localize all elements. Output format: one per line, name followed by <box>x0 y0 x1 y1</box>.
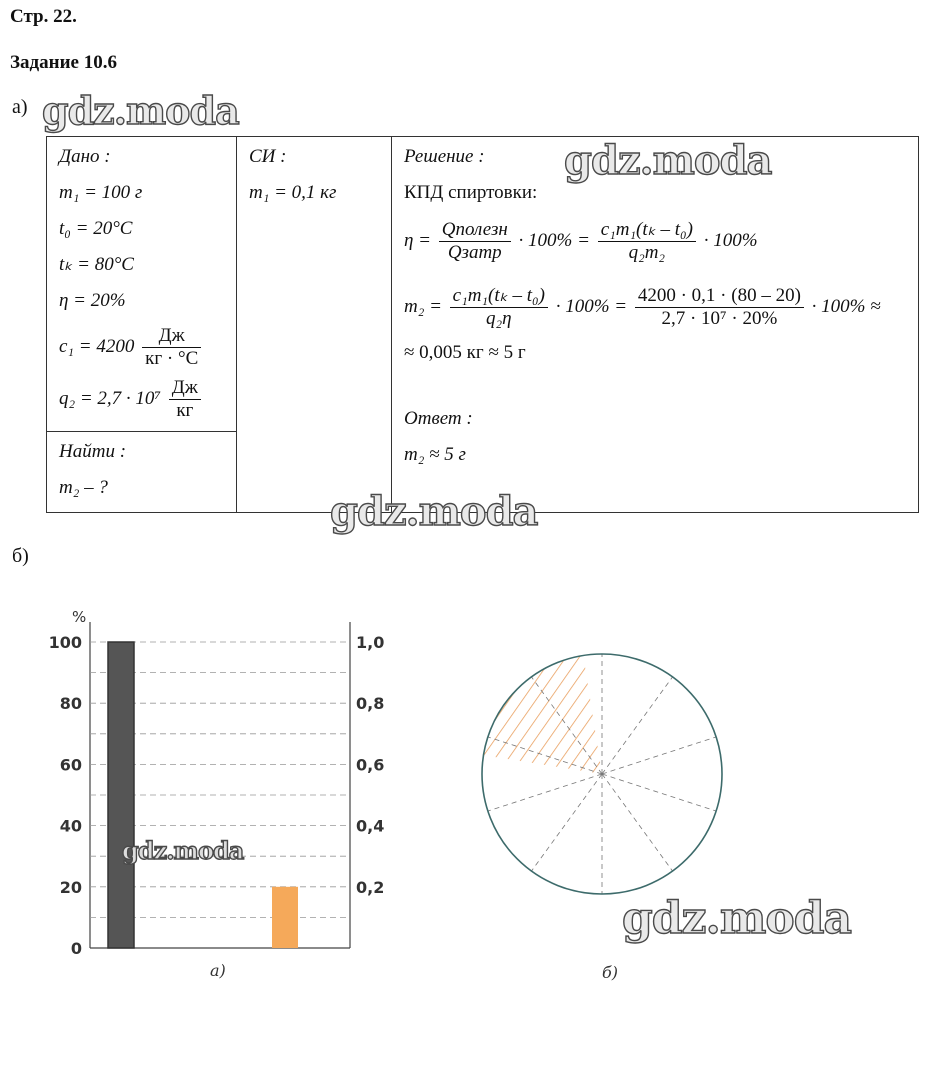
given-c1-left: c₁ = 4200 <box>59 336 135 357</box>
find-cell <box>47 432 237 513</box>
si-header: СИ : <box>249 146 287 167</box>
given-c1-unit <box>142 325 201 370</box>
eq1-d1: Qзатр <box>447 242 502 264</box>
watermark: gdz.moda <box>122 836 244 865</box>
bar-chart <box>20 590 400 990</box>
solution-cell <box>392 137 919 513</box>
bar-useful <box>272 887 298 948</box>
solution-kpd: КПД спиртовки: <box>404 182 538 203</box>
part-b-label: б) <box>12 545 29 567</box>
eq1-frac2 <box>598 219 696 264</box>
eq1-d2: q₂m₂ <box>628 242 666 264</box>
pie-chart-caption: б) <box>602 963 619 982</box>
eq2-d2: 2,7 · 10⁷ · 20% <box>661 308 778 330</box>
given-q2-unit <box>169 377 201 422</box>
left-tick-label: 20 <box>59 877 82 897</box>
page-title: Стр. 22. <box>10 6 77 27</box>
eq1-frac1 <box>439 219 511 264</box>
given-q2-den: кг <box>176 400 194 422</box>
given-c1-num: Дж <box>142 325 201 348</box>
eq2-n1: c₁m₁(tₖ – t₀) <box>450 285 548 308</box>
eq1-end: · 100% <box>703 230 758 251</box>
task-table <box>46 136 919 513</box>
given-t0: t₀ = 20°C <box>59 218 133 239</box>
left-tick-label: 60 <box>59 755 82 775</box>
solution-eq1 <box>404 213 906 269</box>
given-header: Дано : <box>59 146 111 167</box>
part-a-label: а) <box>12 96 28 118</box>
eq2-end: · 100% ≈ <box>811 296 881 317</box>
given-q2-num: Дж <box>169 377 201 400</box>
watermark: gdz.moda <box>622 893 852 944</box>
given-q2-left: q₂ = 2,7 · 10⁷ <box>59 388 162 409</box>
task-title: Задание 10.6 <box>10 52 117 73</box>
eq2-mid: · 100% = <box>555 296 628 317</box>
eq1-n1: Qполезн <box>439 219 511 242</box>
pie-sector-divider <box>602 677 673 774</box>
pie-slice-hatched <box>483 655 602 774</box>
si-m1: m₁ = 0,1 кг <box>249 182 337 203</box>
answer-header: Ответ : <box>404 408 473 429</box>
eq2-left: m₂ = <box>404 296 442 317</box>
si-cell <box>237 137 392 513</box>
y-axis-unit: % <box>72 608 87 626</box>
watermark: gdz.moda <box>330 488 538 535</box>
solution-header: Решение : <box>404 146 485 167</box>
given-m1: m₁ = 100 г <box>59 182 143 203</box>
watermark: gdz.moda <box>564 137 772 184</box>
right-tick-label: 0,4 <box>356 816 385 836</box>
bar-chart-caption: а) <box>210 961 226 980</box>
eq1-left: η = <box>404 230 431 251</box>
watermark: gdz.moda <box>42 88 239 133</box>
eq1-n2: c₁m₁(tₖ – t₀) <box>598 219 696 242</box>
pie-sector-divider <box>488 774 602 811</box>
bar-total <box>108 642 134 948</box>
pie-sector-divider <box>602 774 673 871</box>
pie-sector-divider <box>602 737 716 774</box>
given-c1-den: кг · °С <box>145 348 199 370</box>
pie-sector-divider <box>602 774 716 811</box>
right-tick-label: 0,6 <box>356 755 385 775</box>
find-header: Найти : <box>59 441 127 462</box>
solution-eq2 <box>404 277 906 337</box>
right-tick-label: 0,2 <box>356 877 385 897</box>
right-tick-label: 1,0 <box>356 633 385 652</box>
given-c1 <box>59 321 224 373</box>
left-tick-label: 0 <box>70 939 82 958</box>
eq2-frac1 <box>450 285 548 330</box>
eq1-mid: · 100% = <box>518 230 590 251</box>
given-eta: η = 20% <box>59 290 126 311</box>
left-tick-label: 80 <box>59 694 82 714</box>
given-q2 <box>59 373 224 425</box>
right-tick-label: 0,8 <box>356 694 385 714</box>
answer-value: m₂ ≈ 5 г <box>404 444 466 465</box>
given-cell <box>47 137 237 432</box>
eq2-frac2 <box>635 285 804 330</box>
left-tick-label: 40 <box>59 816 82 836</box>
eq2-d1: q₂η <box>486 308 512 330</box>
left-tick-label: 100 <box>48 633 82 652</box>
find-value: m₂ – ? <box>59 477 108 498</box>
given-tk: tₖ = 80°C <box>59 254 134 275</box>
pie-sector-divider <box>531 774 602 871</box>
eq2-n2: 4200 · 0,1 · (80 – 20) <box>635 285 804 308</box>
solution-eq3: ≈ 0,005 кг ≈ 5 г <box>404 342 526 363</box>
